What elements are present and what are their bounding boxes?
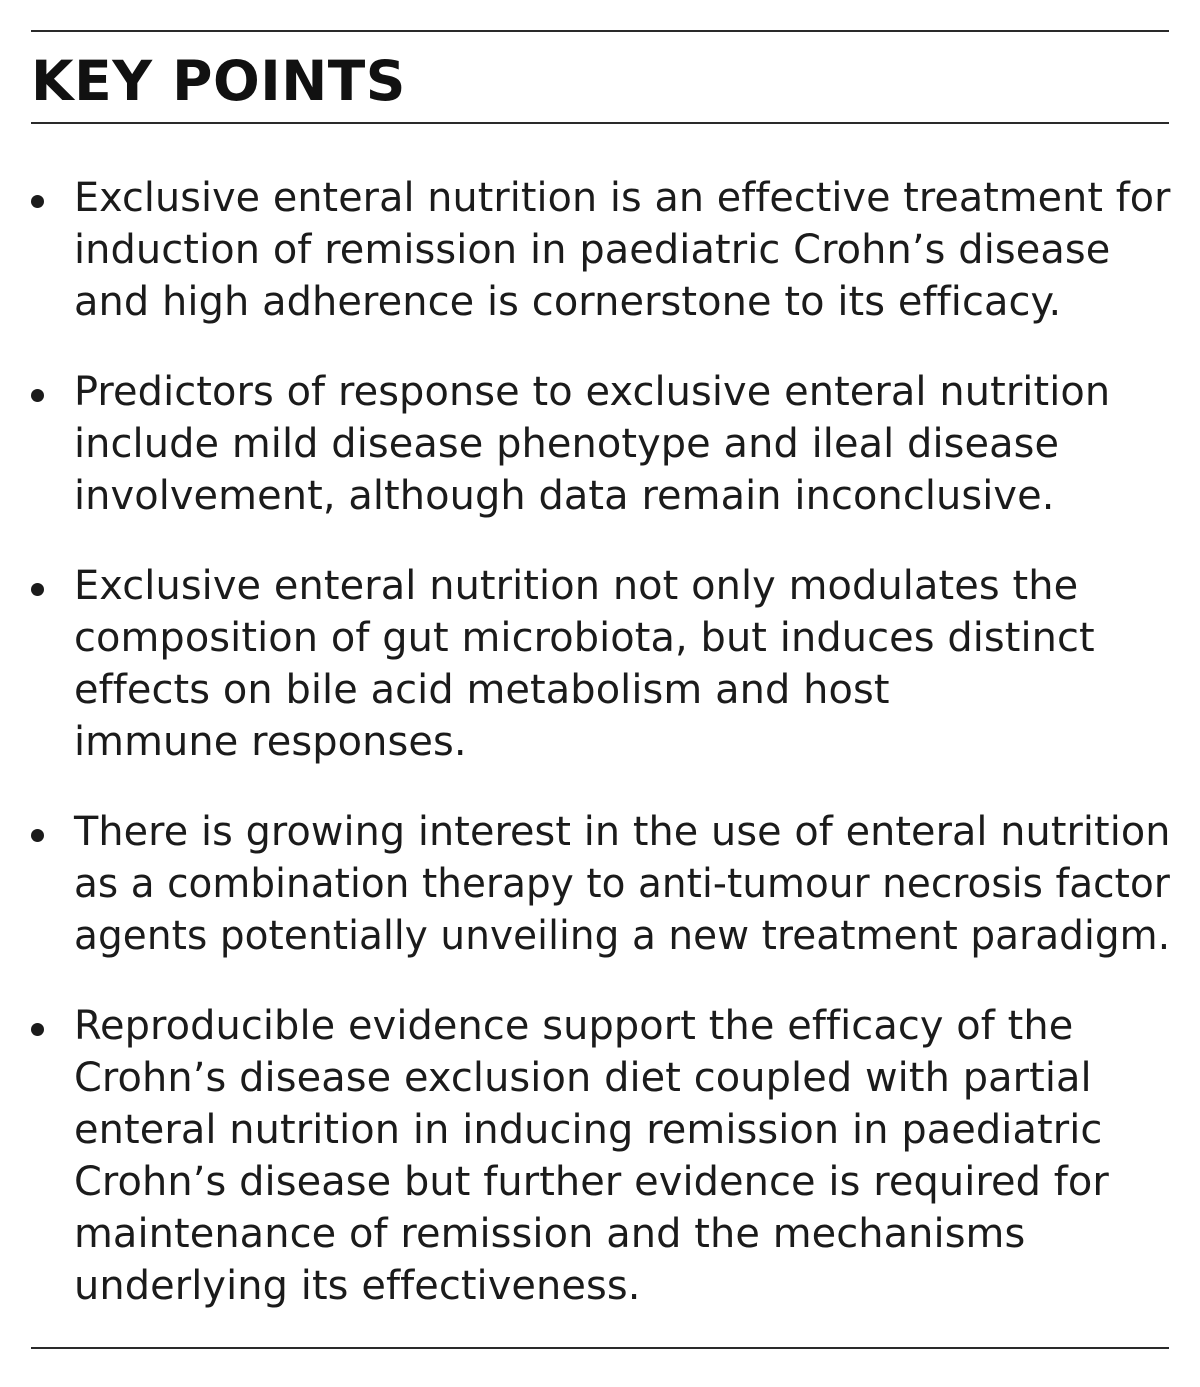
key-point-item	[0, 560, 1174, 768]
point-line: involvement, although data remain inconclusive.	[74, 473, 1055, 519]
top-divider	[31, 30, 1169, 32]
key-point-item	[0, 172, 1174, 328]
point-line: Exclusive enteral nutrition is an effective treatment for	[74, 175, 1171, 221]
key-points-list	[0, 172, 1200, 1350]
point-line: There is growing interest in the use of enteral nutrition	[74, 809, 1171, 855]
point-line: and high adherence is cornerstone to its efficacy.	[74, 279, 1062, 325]
point-line: immune responses.	[74, 719, 467, 765]
point-line: maintenance of remission and the mechanisms	[74, 1211, 1026, 1257]
key-points-heading: KEY POINTS	[31, 49, 406, 113]
key-point-item	[0, 1000, 1174, 1312]
bullet-icon	[31, 1023, 44, 1036]
point-line: as a combination therapy to anti-tumour necrosis factor	[74, 861, 1170, 907]
key-point-item	[0, 366, 1174, 522]
bottom-divider	[31, 1347, 1169, 1349]
point-line: include mild disease phenotype and ileal disease	[74, 421, 1060, 467]
point-line: enteral nutrition in inducing remission in paediatric	[74, 1107, 1103, 1153]
heading-divider	[31, 122, 1169, 124]
point-line: agents potentially unveiling a new treatment paradigm.	[74, 913, 1171, 959]
point-line: underlying its effectiveness.	[74, 1263, 641, 1309]
bullet-icon	[31, 195, 44, 208]
point-line: composition of gut microbiota, but induces distinct	[74, 615, 1095, 661]
key-point-item	[0, 806, 1174, 962]
point-line: Predictors of response to exclusive enteral nutrition	[74, 369, 1111, 415]
point-line: Reproducible evidence support the efficacy of the	[74, 1003, 1074, 1049]
bullet-icon	[31, 583, 44, 596]
bullet-icon	[31, 389, 44, 402]
bullet-icon	[31, 829, 44, 842]
point-line: Crohn’s disease exclusion diet coupled with partial	[74, 1055, 1092, 1101]
point-line: Exclusive enteral nutrition not only modulates the	[74, 563, 1079, 609]
point-line: Crohn’s disease but further evidence is required for	[74, 1159, 1109, 1205]
point-line: induction of remission in paediatric Crohn’s disease	[74, 227, 1111, 273]
point-line: effects on bile acid metabolism and host	[74, 667, 890, 713]
